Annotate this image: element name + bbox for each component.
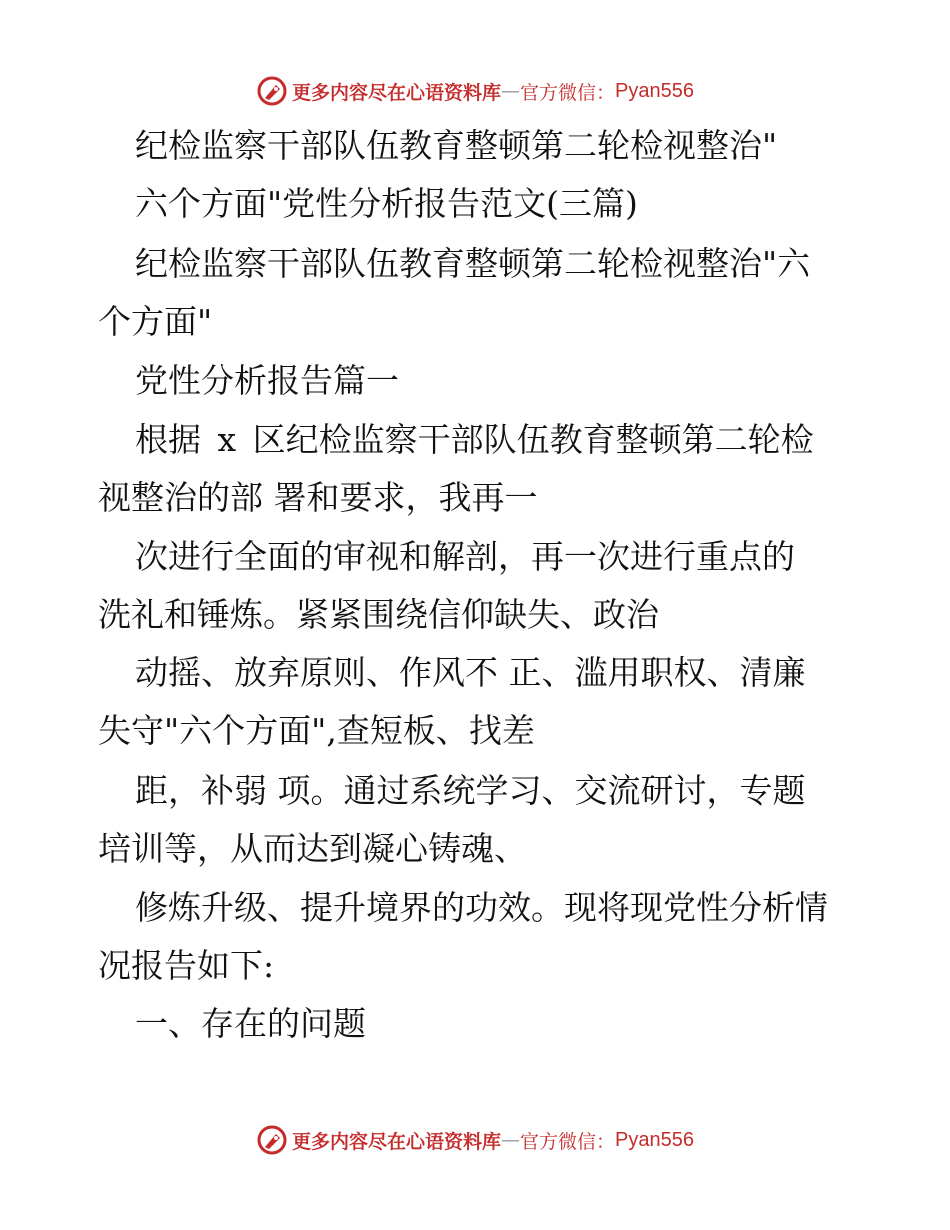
paragraph-line: 距，补弱 项。通过系统学习、交流研讨，专题 bbox=[135, 771, 806, 810]
title-line-1: 纪检监察干部队伍教育整顿第二轮检视整治" bbox=[135, 126, 778, 165]
paragraph-line: 况报告如下: bbox=[98, 946, 275, 985]
paragraph-line: 根据 x 区纪检监察干部队伍教育整顿第二轮检 bbox=[135, 420, 814, 459]
watermark-wechat-id: Pyan556 bbox=[615, 79, 694, 102]
paragraph-line: 洗礼和锤炼。紧紧围绕信仰缺失、政治 bbox=[98, 595, 659, 634]
watermark-wechat-label: 官方微信： bbox=[520, 1130, 616, 1153]
watermark-separator: — bbox=[501, 1129, 521, 1151]
paragraph-line: 次进行全面的审视和解剖，再一次进行重点的 bbox=[135, 537, 795, 576]
section-heading: 党性分析报告篇一 bbox=[135, 361, 399, 400]
paragraph-line: 动摇、放弃原则、作风不 正、滥用职权、清廉 bbox=[135, 653, 806, 692]
paragraph-line: 失守"六个方面",查短板、找差 bbox=[98, 711, 535, 750]
watermark-main-text: 更多内容尽在心语资料库 bbox=[292, 81, 502, 104]
watermark-separator: — bbox=[501, 80, 521, 102]
subsection-heading: 一、存在的问题 bbox=[135, 1004, 366, 1043]
footer-watermark bbox=[0, 1120, 950, 1160]
watermark-wechat-label: 官方微信： bbox=[520, 81, 616, 104]
subtitle-line-2: 个方面" bbox=[98, 302, 213, 341]
paragraph-line: 培训等，从而达到凝心铸魂、 bbox=[98, 829, 527, 868]
paragraph-line: 视整治的部 署和要求，我再一 bbox=[98, 478, 538, 517]
subtitle-line-1: 纪检监察干部队伍教育整顿第二轮检视整治"六 bbox=[135, 244, 811, 283]
header-watermark bbox=[0, 71, 950, 111]
paragraph-line: 修炼升级、提升境界的功效。现将现党性分析情 bbox=[135, 888, 828, 927]
pen-nib-logo-icon bbox=[256, 1124, 288, 1156]
title-line-2: 六个方面"党性分析报告范文(三篇) bbox=[135, 184, 638, 223]
watermark-main-text: 更多内容尽在心语资料库 bbox=[292, 1130, 502, 1153]
pen-nib-logo-icon bbox=[256, 75, 288, 107]
watermark-wechat-id: Pyan556 bbox=[615, 1128, 694, 1151]
